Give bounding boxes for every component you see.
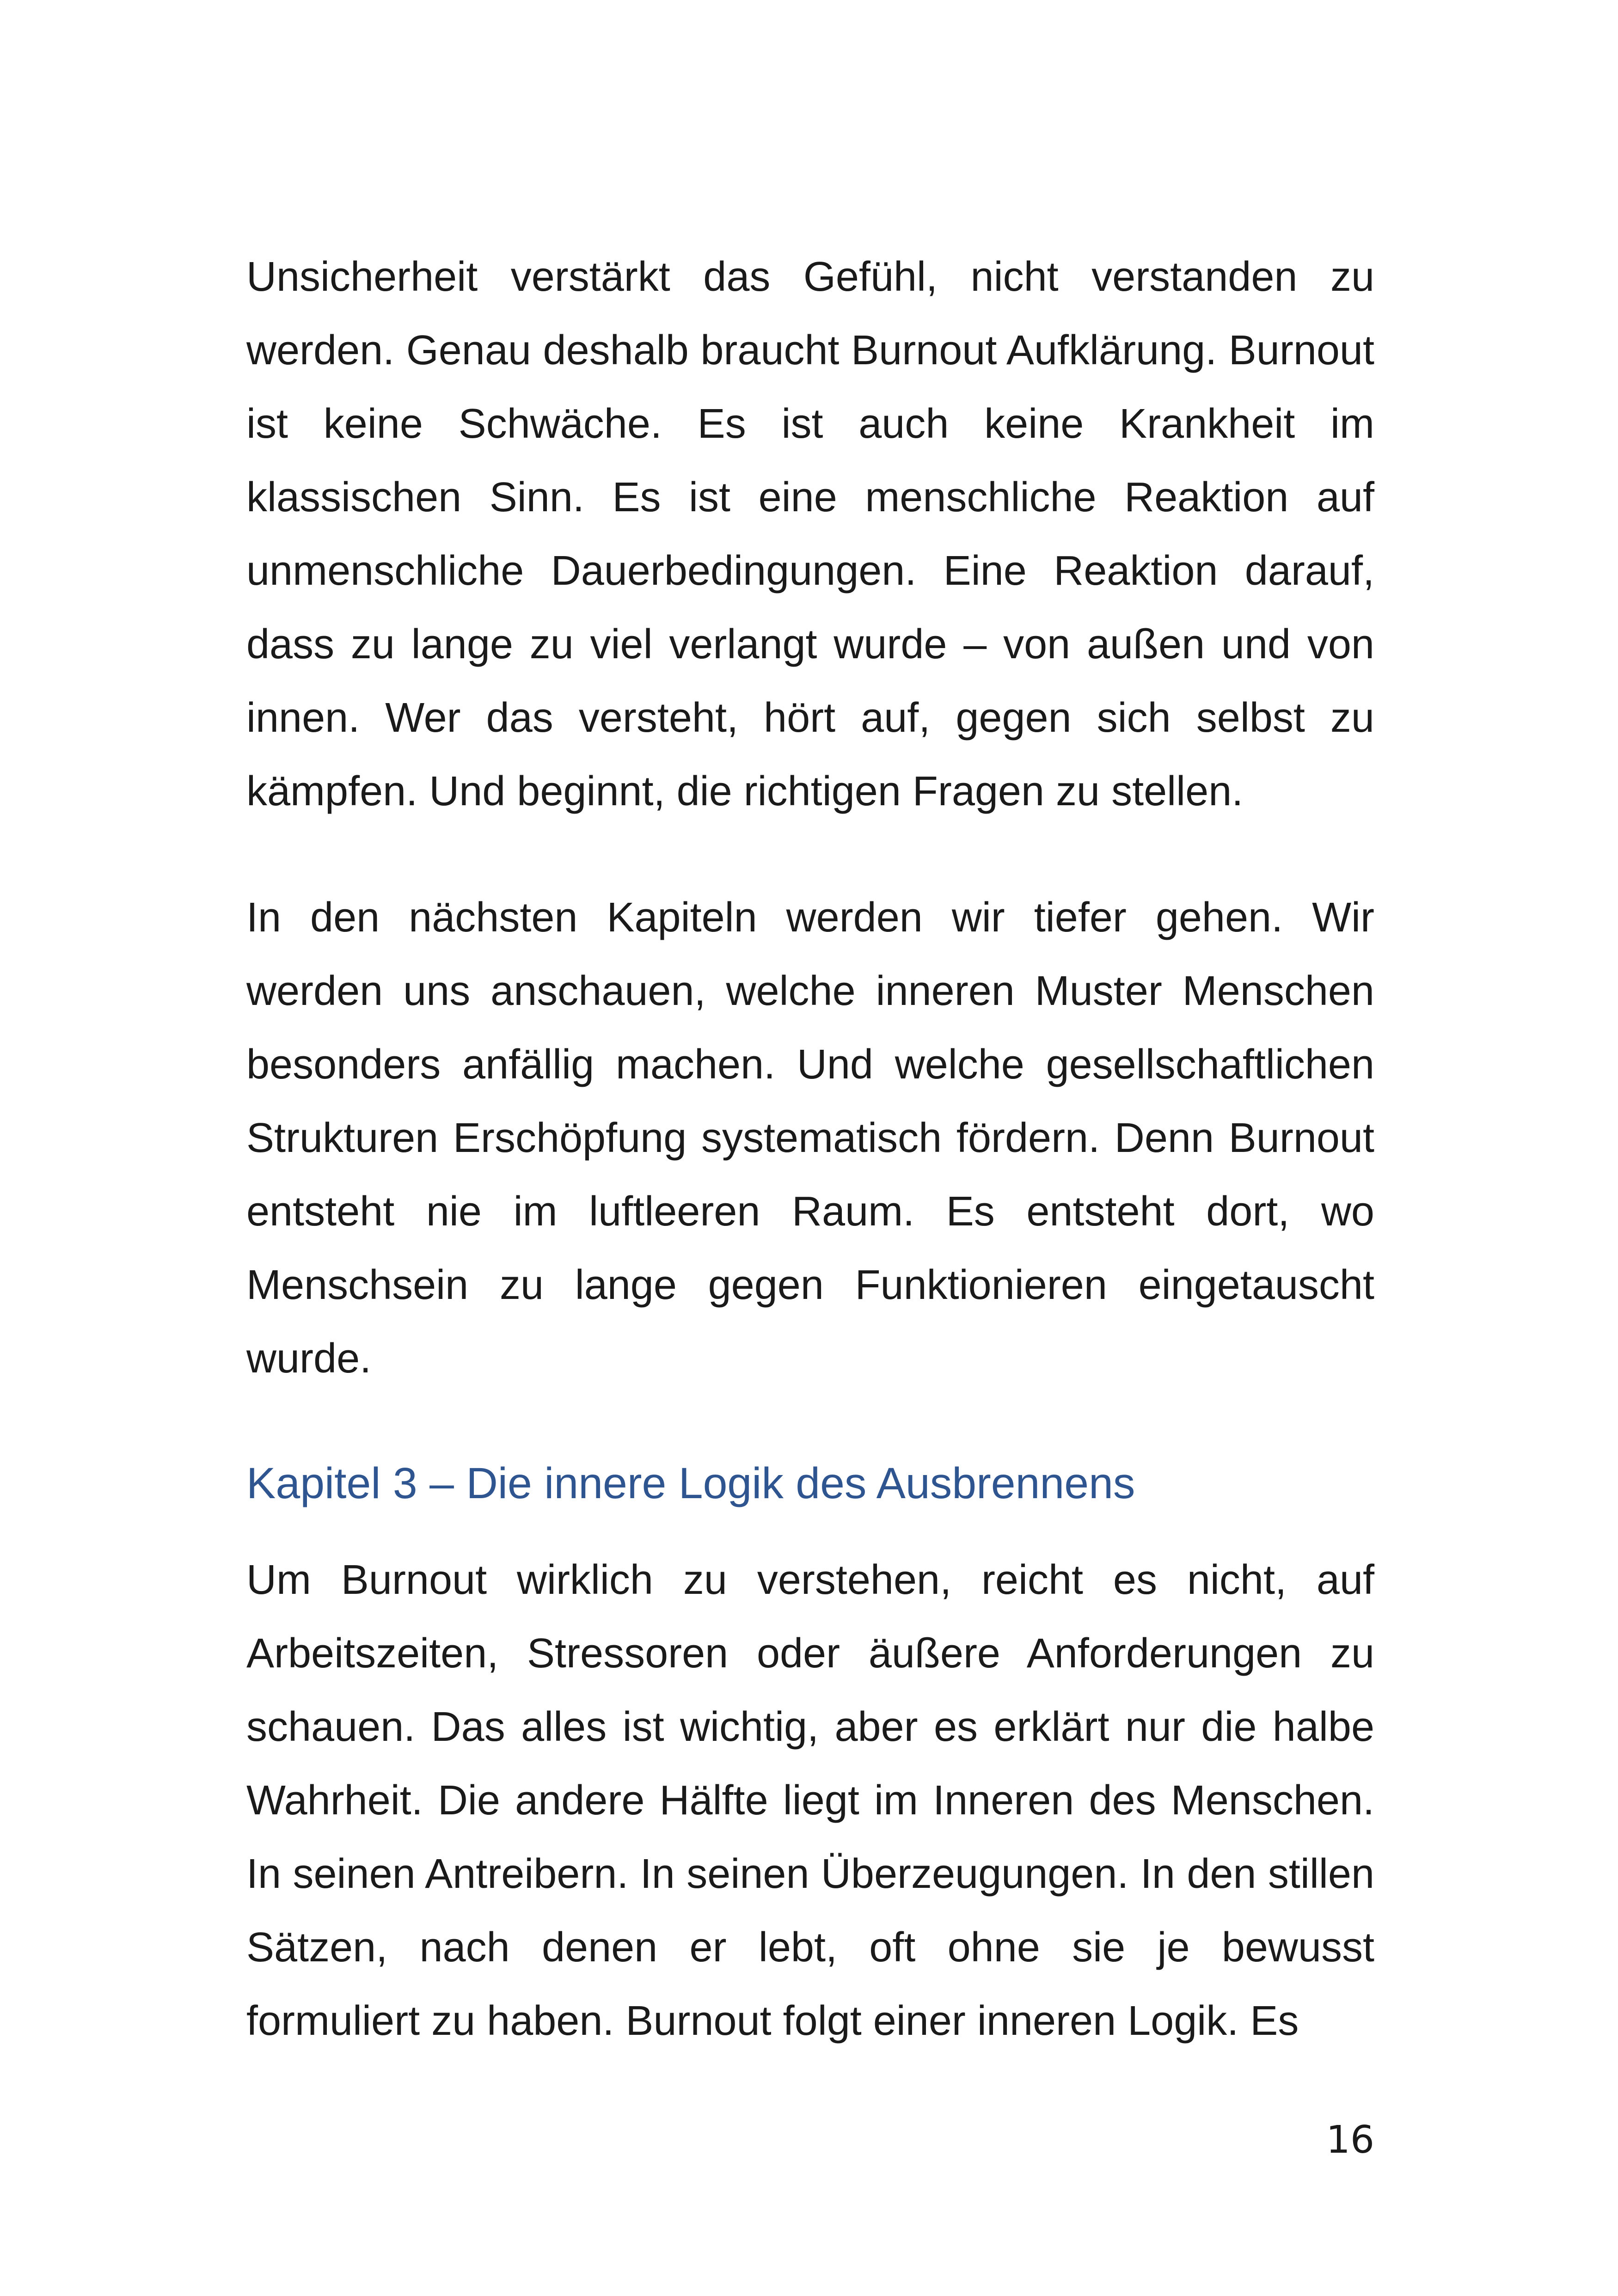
page-content (246, 240, 1374, 2058)
chapter-heading: Kapitel 3 – Die innere Logik des Ausbrennens (246, 1459, 1135, 1508)
body-paragraph-2: In den nächsten Kapiteln werden wir tiefer gehen. Wir werden uns anschauen, welche inneren Muster Menschen besonders anfällig machen. Und welche gesellschaftlichen Strukturen Erschöpfung systematisch fördern. Denn Burnout entsteht nie im luftleeren Raum. Es entsteht dort, wo Menschsein zu lange gegen Funktionieren eingetauscht wurde. (246, 894, 1374, 1382)
body-paragraph-3: Um Burnout wirklich zu verstehen, reicht es nicht, auf Arbeitszeiten, Stressoren oder äußere Anforderungen zu schauen. Das alles ist wichtig, aber es erklärt nur die halbe Wahrheit. Die andere Hälfte liegt im Inneren des Menschen. In seinen Antreibern. In seinen Überzeugungen. In den stillen Sätzen, nach denen er lebt, oft ohne sie je bewusst formuliert zu haben. Burnout folgt einer inneren Logik. Es (246, 1557, 1374, 2044)
body-paragraph-1: Unsicherheit verstärkt das Gefühl, nicht verstanden zu werden. Genau deshalb braucht Burnout Aufklärung. Burnout ist keine Schwäche. Es ist auch keine Krankheit im klassischen Sinn. Es ist eine menschliche Reaktion auf unmenschliche Dauerbedingungen. Eine Reaktion darauf, dass zu lange zu viel verlangt wurde – von außen und von innen. Wer das versteht, hört auf, gegen sich selbst zu kämpfen. Und beginnt, die richtigen Fragen zu stellen. (246, 254, 1374, 814)
page-number: 16 (1326, 2118, 1374, 2162)
